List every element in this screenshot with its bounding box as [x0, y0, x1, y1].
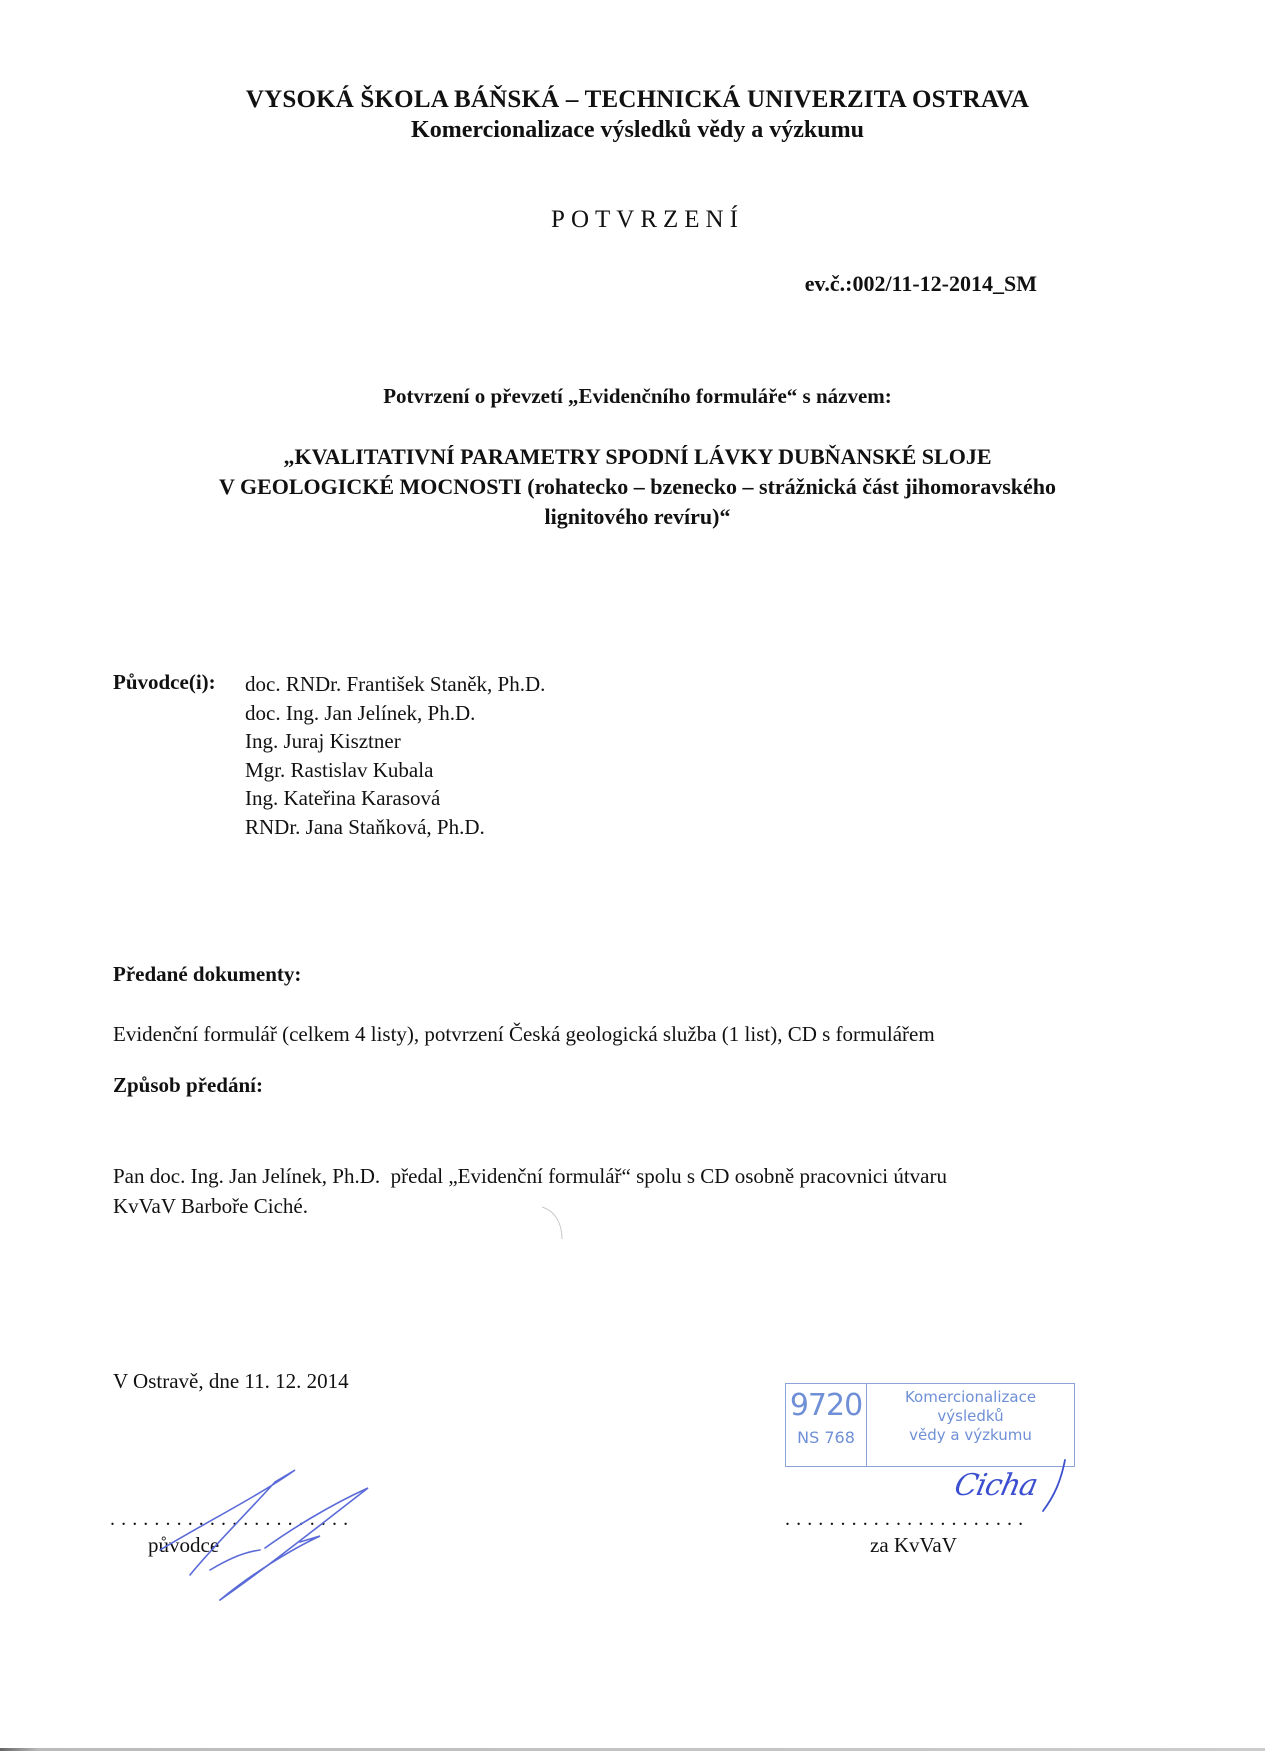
kvvav-signature-stroke	[1035, 1455, 1075, 1525]
authors-list	[245, 670, 545, 841]
handover-heading: Způsob předání:	[113, 1073, 263, 1097]
scan-mark	[540, 1205, 580, 1245]
place-date: V Ostravě, dne 11. 12. 2014	[113, 1369, 349, 1393]
author-name: doc. Ing. Jan Jelínek, Ph.D.	[245, 700, 476, 725]
author-name: Ing. Kateřina Karasová	[245, 786, 441, 810]
authors-label: Původce(i):	[113, 670, 216, 694]
author-name: Mgr. Rastislav Kubala	[245, 757, 434, 782]
document-subtitle: Potvrzení o převzetí „Evidenčního formuláře“ s názvem:	[383, 384, 892, 408]
handover-line: KvVaV Barboře Ciché.	[113, 1194, 308, 1218]
originator-signature	[150, 1440, 390, 1610]
kvvav-signature-text: Cicha	[951, 1468, 1041, 1503]
stamp-line: vědy a výzkumu	[909, 1426, 1032, 1444]
stamp-number-box	[786, 1384, 867, 1466]
author-name: doc. RNDr. František Staněk, Ph.D.	[245, 672, 546, 696]
office-stamp	[785, 1383, 1075, 1467]
reference-number: ev.č.:002/11-12-2014_SM	[804, 271, 1037, 296]
document-title: POTVRZENÍ	[551, 206, 744, 233]
stamp-number: 9720	[789, 1388, 863, 1423]
scan-edge-line	[0, 1748, 1265, 1751]
institution-name: VYSOKÁ ŠKOLA BÁŇSKÁ – TECHNICKÁ UNIVERZITA OSTRAVA	[245, 86, 1030, 113]
stamp-line: Komercionalizace	[904, 1388, 1037, 1406]
work-title	[120, 442, 1155, 532]
handover-line: Pan doc. Ing. Jan Jelínek, Ph.D. předal „Evidenční formulář“ spolu s CD osobně pracovnici útvaru	[113, 1164, 947, 1188]
stamp-code: NS 768	[797, 1428, 855, 1447]
work-title-line: lignitového revíru)“	[544, 504, 731, 529]
signature-line-left: ......................	[110, 1508, 355, 1530]
stamp-text	[867, 1384, 1074, 1466]
documents-text: Evidenční formulář (celkem 4 listy), potvrzení Česká geologická služba (1 list), CD s formulářem	[113, 1022, 935, 1046]
department-name: Komercionalizace výsledků vědy a výzkumu	[411, 117, 864, 143]
signature-caption-originator: původce	[148, 1533, 220, 1557]
handover-text	[113, 1161, 947, 1221]
documents-heading: Předané dokumenty:	[113, 962, 302, 986]
work-title-line: V GEOLOGICKÉ MOCNOSTI (rohatecko – bzenecko – strážnická část jihomoravského	[218, 474, 1057, 499]
author-name: Ing. Juraj Kisztner	[245, 729, 401, 753]
signature-caption-kvvav: za KvVaV	[870, 1533, 957, 1557]
work-title-line: „KVALITATIVNÍ PARAMETRY SPODNÍ LÁVKY DUBŇANSKÉ SLOJE	[283, 444, 992, 469]
author-name: RNDr. Jana Staňková, Ph.D.	[245, 814, 485, 839]
stamp-line: výsledků	[937, 1407, 1004, 1425]
signature-line-right: ......................	[785, 1508, 1030, 1530]
